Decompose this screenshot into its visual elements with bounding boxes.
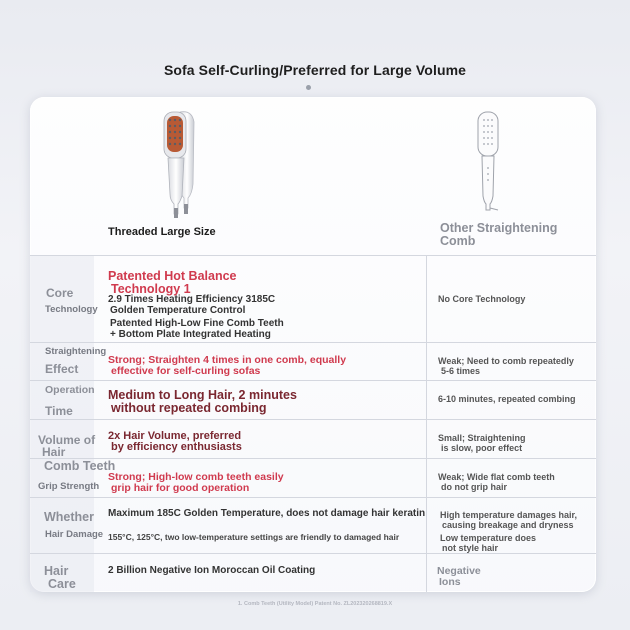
damage-line1: Maximum 185C Golden Temperature, does not damage hair keratin [108, 508, 426, 519]
comb-line2: grip hair for good operation [111, 482, 250, 494]
core-competitor: No Core Technology [438, 294, 526, 304]
damage-competitor-line2: causing breakage and dryness [442, 520, 574, 530]
title-dot [306, 85, 311, 90]
page-title: Sofa Self-Curling/Preferred for Large Volume [163, 62, 467, 78]
row-label-operation-sub: Time [45, 404, 73, 418]
operation-line1: Medium to Long Hair, 2 minutes [108, 388, 297, 402]
volume-line1: 2x Hair Volume, preferred [108, 430, 242, 442]
volume-competitor-line1: Small; Straightening [438, 433, 526, 443]
row-label-comb: Comb Teeth [44, 459, 116, 473]
damage-line2: 155°C, 125°C, two low-temperature settings are friendly to damaged hair [108, 532, 400, 542]
row-label-volume-sub: Hair [42, 445, 66, 459]
core-highlight-line1: Patented Hot Balance [108, 269, 237, 283]
row-label-straightening: Straightening [45, 346, 107, 357]
row-label-care-sub: Care [48, 577, 76, 591]
row-label-volume: Volume of [38, 433, 96, 447]
care-competitor-line2: Ions [439, 576, 461, 588]
damage-competitor-line4: not style hair [442, 543, 499, 553]
comb-competitor-line2: do not grip hair [441, 482, 507, 492]
damage-competitor-line3: Low temperature does [440, 533, 537, 543]
volume-line2: by efficiency enthusiasts [111, 441, 242, 453]
hot-comb-product-image [158, 108, 208, 220]
patent-footnote: 1. Comb Teeth (Utility Model) Patent No. ZL202320268819.X [237, 601, 393, 607]
row-divider [30, 380, 596, 381]
core-detail-line4: + Bottom Plate Integrated Heating [110, 329, 271, 340]
volume-competitor-line2: is slow, poor effect [441, 443, 523, 453]
operation-competitor: 6-10 minutes, repeated combing [438, 394, 576, 404]
core-detail-line1: 2.9 Times Heating Efficiency 3185C [108, 294, 276, 305]
row-divider [30, 419, 596, 420]
care-competitor-line1: Negative [437, 565, 481, 577]
row-divider [30, 553, 596, 554]
competitor-column-header: Other Straightening Comb [440, 221, 558, 248]
care-text: 2 Billion Negative Ion Moroccan Oil Coating [108, 565, 316, 576]
core-detail-line2: Golden Temperature Control [110, 305, 246, 316]
core-highlight-line2: Technology 1 [111, 282, 191, 296]
core-detail-line3: Patented High-Low Fine Comb Teeth [110, 318, 284, 329]
row-label-straightening-sub: Effect [45, 362, 79, 376]
row-label-damage: Whether [44, 510, 94, 524]
row-label-core: Core [46, 286, 74, 300]
damage-competitor-line1: High temperature damages hair, [440, 510, 578, 520]
row-divider [30, 497, 596, 498]
row-divider [30, 342, 596, 343]
row-label-operation: Operation [45, 384, 95, 396]
straightening-competitor-line1: Weak; Need to comb repeatedly [438, 356, 574, 366]
row-label-comb-sub: Grip Strength [38, 481, 100, 492]
straightening-competitor-line2: 5-6 times [441, 366, 481, 376]
comb-competitor-line1: Weak; Wide flat comb teeth [438, 472, 555, 482]
row-label-damage-sub: Hair Damage [45, 529, 104, 540]
column-divider [426, 255, 427, 592]
row-divider [30, 255, 596, 256]
operation-line2: without repeated combing [111, 401, 267, 415]
straightening-comb-competitor-image [470, 110, 506, 214]
straightening-line1: Strong; Straighten 4 times in one comb, equally [108, 354, 347, 366]
row-label-care: Hair [44, 564, 69, 578]
comb-line1: Strong; High-low comb teeth easily [108, 471, 284, 483]
row-label-core-sub: Technology [45, 304, 98, 315]
straightening-line2: effective for self-curling sofas [111, 365, 261, 377]
product-column-header: Threaded Large Size [108, 226, 216, 238]
